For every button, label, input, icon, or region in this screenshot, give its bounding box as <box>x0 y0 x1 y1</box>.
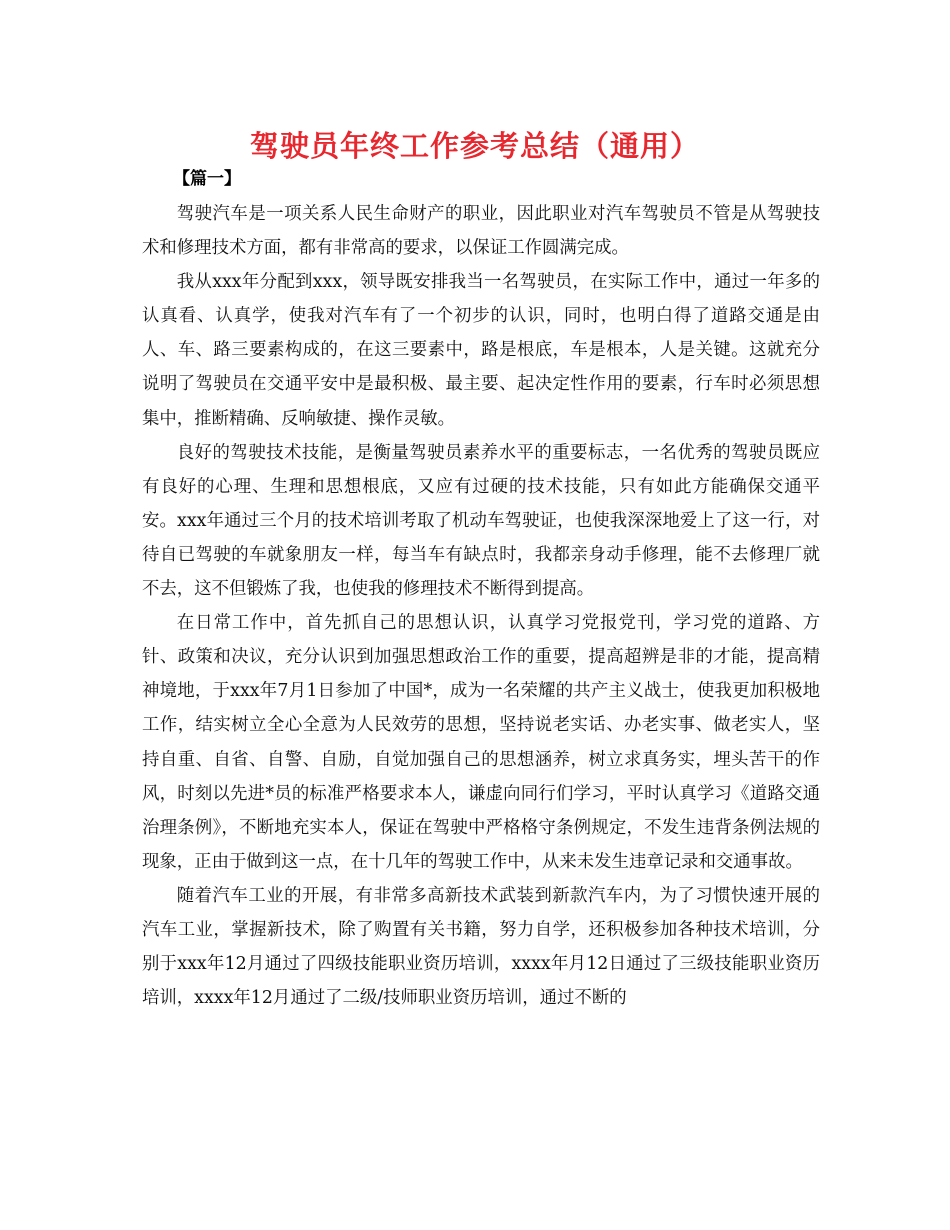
document-title: 驾驶员年终工作参考总结（通用） <box>249 129 700 163</box>
document-body <box>142 197 820 1015</box>
paragraph: 我从xxx年分配到xxx，领导既安排我当一名驾驶员，在实际工作中，通过一年多的认真看、认真学，使我对汽车有了一个初步的认识，同时，也明白得了道路交通是由人、车、路三要素构成的，在这三要素中，路是根底，车是根本，人是关键。这就充分说明了驾驶员在交通平安中是最积极、最主要、起决定性作用的要素，行车时必须思想集中，推断精确、反响敏捷、操作灵敏。 <box>142 272 820 429</box>
paragraph: 随着汽车工业的开展，有非常多高新技术武装到新款汽车内，为了习惯快速开展的汽车工业，掌握新技术，除了购置有关书籍，努力自学，还积极参加各种技术培训，分别于xxx年12月通过了四级技能职业资历培训，xxxx年月12日通过了三级技能职业资历培训，xxxx年12月通过了二级/技师职业资历培训，通过不断的 <box>142 885 820 1009</box>
section-label: 【篇一】 <box>173 169 241 189</box>
paragraph: 在日常工作中，首先抓自己的思想认识，认真学习党报党刊，学习党的道路、方针、政策和决议，充分认识到加强思想政治工作的重要，提高超辨是非的才能，提高精神境地，于xxx年7月1日参加了中国*，成为一名荣耀的共产主义战士，使我更加积极地工作，结实树立全心全意为人民效劳的思想，坚持说老实话、办老实事、做老实人，坚持自重、自省、自警、自励，自觉加强自己的思想涵养，树立求真务实，埋头苦干的作风，时刻以先进*员的标准严格要求本人，谦虚向同行们学习，平时认真学习《道路交通治理条例》，不断地充实本人，保证在驾驶中严格格守条例规定，不发生违背条例法规的现象，正由于做到这一点，在十几年的驾驶工作中，从来未发生违章记录和交通事故。 <box>142 613 820 872</box>
paragraph: 良好的驾驶技术技能，是衡量驾驶员素养水平的重要标志，一名优秀的驾驶员既应有良好的心理、生理和思想根底，又应有过硬的技术技能，只有如此方能确保交通平安。xxx年通过三个月的技术培训考取了机动车驾驶证，也使我深深地爱上了这一行，对待自已驾驶的车就象朋友一样，每当车有缺点时，我都亲身动手修理，能不去修理厂就不去，这不但锻炼了我，也使我的修理技术不断得到提高。 <box>142 442 820 600</box>
paragraph: 驾驶汽车是一项关系人民生命财产的职业，因此职业对汽车驾驶员不管是从驾驶技术和修理技术方面，都有非常高的要求，以保证工作圆满完成。 <box>142 204 820 259</box>
